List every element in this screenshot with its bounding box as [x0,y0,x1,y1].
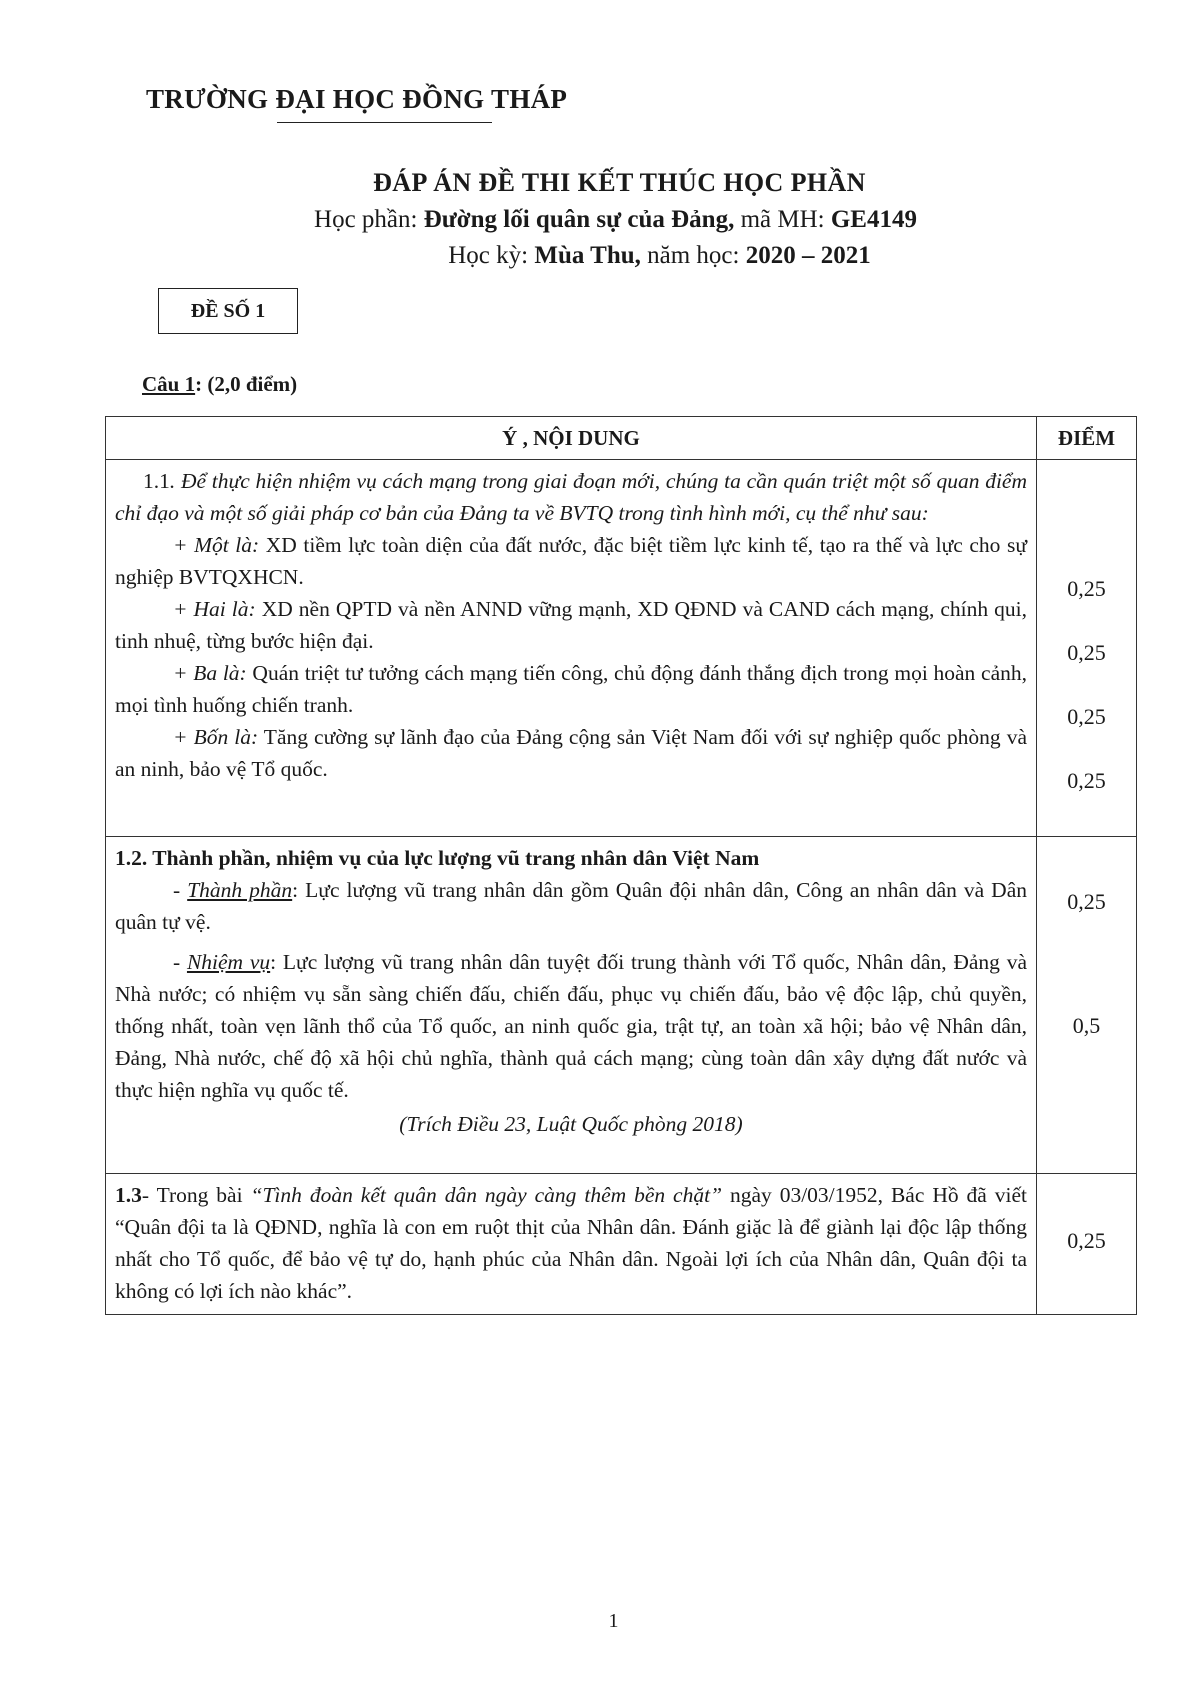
table-header-row [106,417,1137,460]
term-prefix: Học kỳ: [448,242,535,269]
score-value: 0,25 [1067,704,1106,729]
score-value: 0,25 [1067,576,1106,601]
citation: (Trích Điều 23, Luật Quốc phòng 2018) [399,1112,743,1136]
duties-lead: Nhiệm vụ [186,950,271,974]
content-column-header: Ý , NỘI DUNG [106,417,1037,460]
course-line [20,206,1191,234]
score-value: 0,25 [1067,768,1106,793]
section-1-3-scores [1037,1174,1137,1315]
article-title: “Tình đoàn kết quân dân ngày càng thêm bền chặt” [250,1183,723,1207]
score-value: 0,25 [1067,640,1106,665]
duties-paragraph: - Nhiệm vụ: Lực lượng vũ trang nhân dân tuyệt đối trung thành với Tổ quốc, Nhân dân, Đảng và Nhà nước; có nhiệm vụ sẵn sàng chiến đấu, chiến đấu, phục vụ chiến đấu, bảo vệ độc lập, chủ quyền, thống nhất, toàn vẹn lãnh thổ của Tổ quốc, an ninh quốc gia, trật tự, an toàn xã hội; bảo vệ Nhân dân, Đảng, Nhà nước, chế độ xã hội chủ nghĩa, thành quả cách mạng; cùng toàn dân xây dựng đất nước và thực hiện nghĩa vụ quốc tế. [115,950,1027,1102]
term: Mùa Thu, [534,242,641,269]
exam-number-box: ĐỀ SỐ 1 [158,288,298,334]
school-underline [277,122,492,123]
score-value: 0,5 [1072,1013,1101,1038]
course-code: GE4149 [830,206,917,233]
section-1-3-paragraph [115,1179,1027,1307]
list-item [115,657,1027,721]
page-number-text: 1 [608,1610,619,1632]
list-item [115,721,1027,785]
course-prefix: Học phần: [314,206,424,233]
section-1-1-content [106,460,1037,837]
item-text: Tăng cường sự lãnh đạo của Đảng cộng sản Việt Nam đối với sự nghiệp quốc phòng và an ninh, bảo vệ Tổ quốc. [115,725,1027,781]
document-title: ĐÁP ÁN ĐỀ THI KẾT THÚC HỌC PHẦN [373,168,866,197]
composition-text: : Lực lượng vũ trang nhân dân gồm Quân đội nhân dân, Công an nhân dân và Dân quân tự vệ. [115,878,1027,934]
section-1-1-number: 1.1 [143,469,170,493]
item-text: XD nền QPTD và nền ANND vững mạnh, XD QĐND và CAND cách mạng, chính qui, tinh nhuệ, từng bước hiện đại. [115,597,1027,653]
composition-paragraph: - Thành phần: Lực lượng vũ trang nhân dân gồm Quân đội nhân dân, Công an nhân dân và Dân quân tự vệ. [115,878,1027,934]
item-lead: + Bốn là: [173,725,259,749]
section-1-1-intro-text: . Để thực hiện nhiệm vụ cách mạng trong giai đoạn mới, chúng ta cần quán triệt một số quan điểm chỉ đạo và một số giải pháp cơ bản của Đảng ta về BVTQ trong tình hình mới, cụ thể như sau: [115,469,1027,525]
item-lead: + Ba là: [173,661,247,685]
table-row [106,460,1137,837]
section-1-3-content [106,1174,1037,1315]
question-heading [142,372,297,397]
school-year: 2020 – 2021 [745,242,871,269]
score-value: 0,25 [1067,1228,1106,1253]
table-row [106,1174,1137,1315]
duties-text: : Lực lượng vũ trang nhân dân tuyệt đối trung thành với Tổ quốc, Nhân dân, Đảng và Nhà nước; có nhiệm vụ sẵn sàng chiến đấu, chiến đấu, phục vụ chiến đấu, bảo vệ độc lập, chủ quyền, thống nhất, toàn vẹn lãnh thổ của Tổ quốc, an ninh quốc gia, trật tự, an toàn xã hội; bảo vệ Nhân dân, Đảng, Nhà nước, chế độ xã hội chủ nghĩa, thành quả cách mạng; cùng toàn dân xây dựng đất nước và thực hiện nghĩa vụ quốc tế. [115,950,1027,1102]
question-points: : (2,0 điểm) [195,372,298,396]
item-text: XD tiềm lực toàn diện của đất nước, đặc biệt tiềm lực kinh tế, tạo ra thế và lực cho sự nghiệp BVTQXHCN. [115,533,1027,589]
section-1-3-pre: - Trong bài [141,1183,251,1207]
list-item [115,529,1027,593]
section-1-2-scores [1037,837,1137,1174]
item-lead: + Một là: [173,533,260,557]
score-value: 0,25 [1067,889,1106,914]
year-label: năm học: [640,242,746,269]
section-1-1-scores [1037,460,1137,837]
page-number [0,1610,1191,1633]
section-1-2-content [106,837,1037,1174]
question-label: Câu 1 [142,372,196,396]
item-lead: + Hai là: [173,597,256,621]
section-1-1-intro [115,465,1027,529]
table-row [106,837,1137,1174]
course-code-label: mã MH: [734,206,831,233]
composition-lead: Thành phần [187,878,293,902]
score-column-header: ĐIỂM [1037,417,1137,460]
title-block [0,168,1191,270]
list-item [115,593,1027,657]
section-1-3-text: ngày 03/03/1952, Bác Hồ đã viết “Quân đội ta là QĐND, nghĩa là con em ruột thịt của Nhân dân. Đánh giặc là để giành lại độc lập thống nhất cho Tổ quốc, để bảo vệ tự do, hạnh phúc của Nhân dân. Ngoài lợi ích của Nhân dân, Quân đội ta không có lợi ích nào khác”. [115,1183,1027,1303]
answer-table [105,416,1137,1315]
school-name: TRƯỜNG ĐẠI HỌC ĐỒNG THÁP [146,84,568,114]
item-text: Quán triệt tư tưởng cách mạng tiến công, chủ động đánh thắng địch trong mọi hoàn cảnh, mọi tình huống chiến tranh. [115,661,1027,717]
section-1-2-heading: 1.2. Thành phần, nhiệm vụ của lực lượng vũ trang nhân dân Việt Nam [115,846,760,870]
term-line [64,242,1191,270]
section-1-3-number: 1.3 [115,1183,142,1207]
course-name: Đường lối quân sự của Đảng, [423,206,735,233]
